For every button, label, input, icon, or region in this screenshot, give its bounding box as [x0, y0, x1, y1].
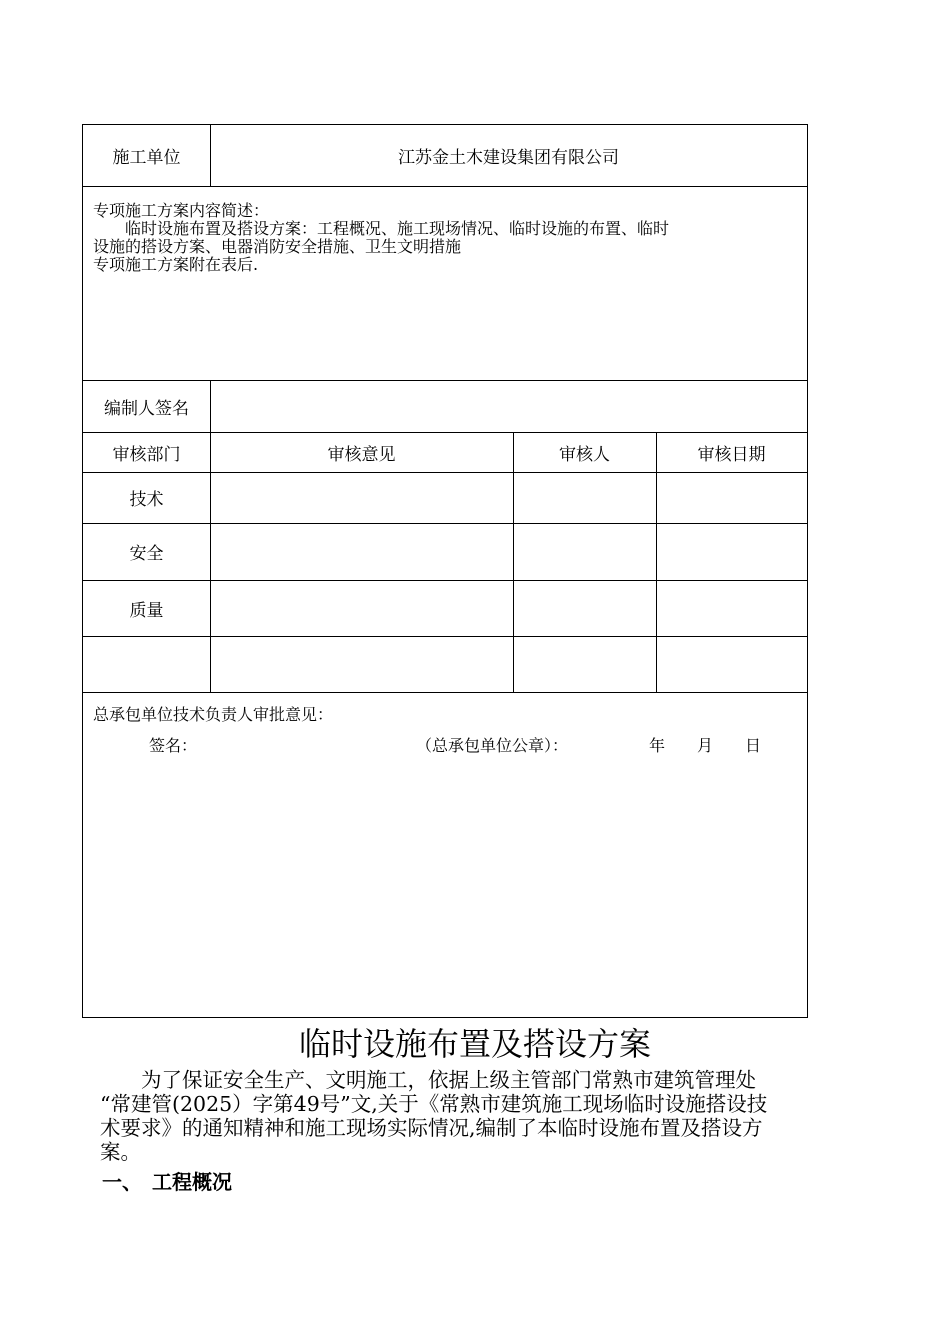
sign-label: 签名： — [149, 736, 198, 755]
paragraph-line: “常建管(2025）字第49号”文,关于《常熟市建筑施工现场临时设施搭设技 — [100, 1092, 768, 1116]
approval-label: 总承包单位技术负责人审批意见： — [93, 705, 334, 724]
unit-value: 江苏金土木建设集团有限公司 — [398, 148, 619, 168]
row-divider — [83, 692, 807, 693]
department-safety: 安全 — [129, 544, 164, 564]
row-divider — [83, 186, 807, 187]
department-blank — [83, 636, 210, 692]
unit-label: 施工单位 — [112, 148, 181, 168]
summary-line: 设施的搭设方案、电器消防安全措施、卫生文明措施 — [93, 237, 462, 256]
document-title: 临时设施布置及搭设方案 — [298, 1025, 651, 1063]
header-reviewer: 审核人 — [559, 444, 610, 465]
editor-signature-label: 编制人签名 — [104, 398, 189, 419]
header-opinion: 审核意见 — [327, 444, 396, 465]
summary-heading: 专项施工方案内容简述： — [93, 201, 270, 220]
department-quality: 质量 — [129, 600, 164, 621]
intro-paragraph — [100, 1068, 850, 1164]
date-year-label: 年 — [649, 736, 666, 755]
department-technical: 技术 — [129, 490, 164, 510]
summary-line: 临时设施布置及搭设方案：工程概况、施工现场情况、临时设施的布置、临时 — [93, 219, 670, 238]
seal-label: （总承包单位公章）： — [416, 736, 569, 755]
header-department: 审核部门 — [112, 444, 181, 465]
date-month-label: 月 — [697, 736, 714, 755]
section-heading: 一、 工程概况 — [102, 1170, 232, 1194]
paragraph-line: 为了保证安全生产、文明施工，依据上级主管部门常熟市建筑管理处 — [100, 1068, 756, 1092]
summary-line: 专项施工方案附在表后. — [93, 255, 259, 274]
editor-signature-field[interactable] — [210, 380, 807, 432]
header-review-date: 审核日期 — [697, 444, 766, 465]
date-day-label: 日 — [745, 736, 762, 755]
approval-form — [82, 124, 808, 1018]
paragraph-line: 术要求》的通知精神和施工现场实际情况,编制了本临时设施布置及搭设方 — [100, 1116, 763, 1140]
paragraph-line: 案。 — [100, 1140, 141, 1164]
